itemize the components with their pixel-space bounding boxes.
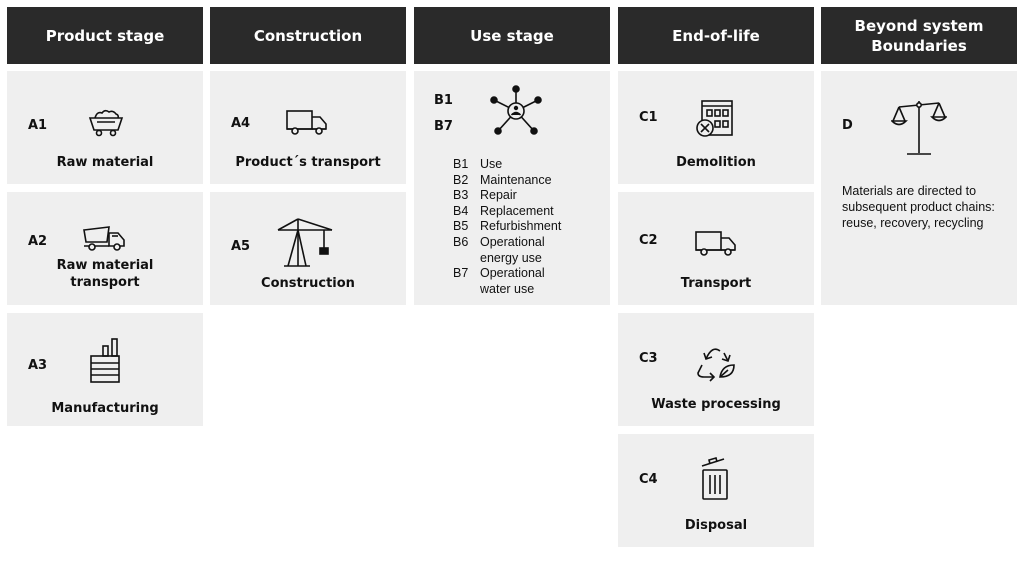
stage-label: Raw material [56, 155, 154, 170]
card-use-stage [414, 71, 610, 305]
card-d [821, 71, 1017, 305]
demolition-building-icon [694, 97, 736, 139]
header-use-stage: Use stage [414, 7, 610, 64]
list-item: B4 Replacement [453, 203, 554, 218]
network-user-icon [488, 84, 544, 138]
card-a4 [210, 71, 406, 184]
stage-label: Manufacturing [51, 401, 159, 416]
card-c4 [618, 434, 814, 547]
stage-code: D [842, 118, 853, 133]
list-item: B1 Use [453, 157, 503, 171]
stage-label: Disposal [684, 518, 748, 533]
card-c2 [618, 192, 814, 305]
factory-icon [88, 336, 122, 384]
stage-label: Product´s transport [235, 155, 381, 170]
list-item: B6 Operational energy use [453, 234, 545, 265]
header-beyond-system-boundaries: Beyond system Boundaries [821, 7, 1017, 64]
card-a3 [7, 313, 203, 426]
stage-code: C4 [639, 472, 658, 487]
recycle-leaf-icon [694, 341, 738, 383]
truck-icon [693, 228, 737, 258]
scale-icon [891, 97, 947, 157]
card-c3 [618, 313, 814, 426]
stage-label: Raw material transport [56, 258, 154, 290]
stage-label: Waste processing [651, 397, 781, 412]
card-c1 [618, 71, 814, 184]
list-item: B5 Refurbishment [453, 219, 562, 234]
dump-truck-icon [81, 224, 127, 252]
stage-code-start: B1 [434, 93, 453, 108]
stage-label: Transport [680, 276, 752, 291]
card-a1 [7, 71, 203, 184]
card-a2 [7, 192, 203, 305]
stage-code: A4 [231, 116, 251, 131]
stage-code: A2 [28, 234, 48, 249]
stage-code: A3 [28, 358, 48, 373]
truck-icon [284, 107, 328, 137]
stage-code: C3 [639, 351, 658, 366]
beyond-description: Materials are directed to subsequent product chains: reuse, recovery, recycling [842, 184, 995, 230]
list-item: B3 Repair [453, 188, 517, 203]
header-construction: Construction [210, 7, 406, 64]
trash-bin-icon [698, 456, 732, 502]
stage-code-end: B7 [434, 119, 453, 134]
stage-label: Demolition [676, 155, 756, 170]
stage-code: A1 [28, 118, 48, 133]
header-end-of-life: End-of-life [618, 7, 814, 64]
card-a5 [210, 192, 406, 305]
use-stage-list [453, 157, 570, 297]
stage-label: Construction [261, 276, 355, 291]
header-product-stage: Product stage [7, 7, 203, 64]
list-item: B7 Operational water use [453, 266, 545, 296]
stage-code: C1 [639, 110, 658, 125]
list-item: B2 Maintenance [453, 172, 552, 187]
stage-code: C2 [639, 233, 658, 248]
stage-code: A5 [231, 239, 251, 254]
crane-icon [276, 216, 336, 268]
mine-cart-icon [87, 107, 125, 137]
